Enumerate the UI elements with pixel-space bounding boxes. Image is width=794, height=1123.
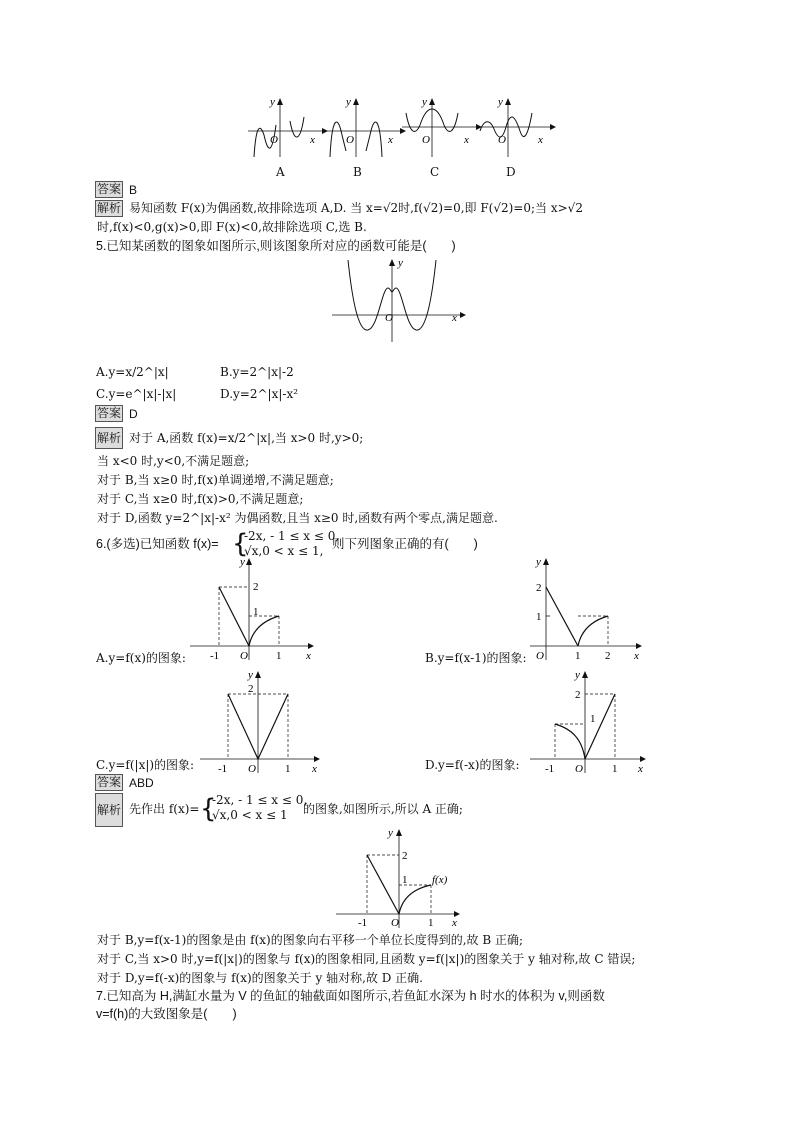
- q6d-x: x: [638, 763, 643, 775]
- q6c-origin: O: [248, 763, 256, 775]
- q5-origin: O: [385, 312, 393, 324]
- q6-answer: ABD: [129, 776, 154, 790]
- q4-answer-tag: 答案: [97, 182, 122, 196]
- q4c-x-label: x: [464, 134, 469, 146]
- q6b-y: y: [536, 556, 541, 568]
- q6-piece1: -2x, - 1 ≤ x ≤ 0,: [244, 529, 340, 543]
- q4d-x-label: x: [538, 134, 543, 146]
- q5-graph: [332, 258, 466, 344]
- q5-analysis-tag: 解析: [95, 427, 123, 449]
- q6d-y: y: [575, 669, 580, 681]
- q6c-y: y: [248, 669, 253, 681]
- q4-graph-d: [476, 95, 556, 165]
- q5-answer-tag: 答案: [97, 406, 122, 420]
- q5-analysis-4: 对于 C,当 x≥0 时,f(x)>0,不满足题意;: [97, 492, 304, 506]
- q4-graph-a: [248, 95, 328, 165]
- q4-answer: B: [129, 183, 138, 197]
- q5-analysis-2: 当 x<0 时,y<0,不满足题意;: [97, 454, 250, 468]
- q6-graph-c: [200, 668, 325, 778]
- q4a-y-label: y: [270, 96, 275, 108]
- q5-analysis-1: 对于 A,函数 f(x)=x/2^|x|,当 x>0 时,y>0;: [129, 431, 364, 445]
- q6a-x-one: 1: [276, 650, 282, 662]
- q4-analysis-line1: 易知函数 F(x)为偶函数,故排除选项 A,D. 当 x=√2时,f(√2)=0,即 F(√2)=0;当 x>√2: [129, 201, 583, 215]
- q4-letter-c: C: [430, 165, 440, 179]
- q6f-two: 2: [402, 850, 408, 862]
- q4b-y-label: y: [346, 96, 351, 108]
- q6a-y: y: [240, 556, 245, 568]
- q6c-x: x: [312, 763, 317, 775]
- q6a-origin: O: [240, 650, 248, 662]
- q6-piece2: √x,0 < x ≤ 1,: [244, 544, 324, 558]
- q4d-origin: O: [498, 134, 506, 146]
- q6-analysis-graph: [336, 826, 466, 932]
- q4-analysis-tag: 解析: [97, 201, 122, 215]
- q6f-y: y: [388, 827, 393, 839]
- q6a-neg-one: -1: [210, 650, 220, 662]
- q6-analysis-c: 对于 C,当 x>0 时,y=f(|x|)的图象与 f(x)的图象相同,且函数 y=f(|x|)的图象关于 y 轴对称,故 C 错误;: [97, 952, 636, 966]
- q7-line1: 7.已知高为 H,满缸水量为 V 的鱼缸的轴截面如图所示,若鱼缸水深为 h 时水的体积为 v,则函数: [96, 989, 605, 1003]
- q6f-fx: f(x): [432, 874, 448, 886]
- q6-analysis-b: 对于 B,y=f(x-1)的图象是由 f(x)的图象向右平移一个单位长度得到的,故 B 正确;: [97, 933, 524, 947]
- q6f-x: x: [452, 917, 457, 929]
- q6b-x: x: [634, 650, 639, 662]
- q6-analysis-tag: 解析: [95, 793, 123, 827]
- q6f-one: 1: [402, 874, 408, 886]
- q6-label-d: D.y=f(-x)的图象:: [425, 758, 520, 772]
- q4c-y-label: y: [422, 96, 427, 108]
- q4-analysis-line2: 时,f(x)<0,g(x)>0,即 F(x)<0,故排除选项 C,选 B.: [97, 220, 367, 234]
- q4-graph-b: [326, 95, 406, 165]
- q6-analysis-post: 的图象,如图所示,所以 A 正确;: [303, 802, 463, 816]
- q4c-origin: O: [422, 134, 430, 146]
- q4b-origin: O: [346, 134, 354, 146]
- q6-analysis-d: 对于 D,y=f(-x)的图象与 f(x)的图象关于 y 轴对称,故 D 正确.: [97, 971, 423, 985]
- q6d-neg-one: -1: [545, 763, 555, 775]
- q4d-y-label: y: [498, 96, 503, 108]
- q6f-x-one: 1: [428, 917, 434, 929]
- q6-analysis-pre: 先作出 f(x)=: [129, 802, 200, 816]
- q5-stem: 5.已知某函数的图象如图所示,则该图象所对应的函数可能是( ): [96, 239, 456, 253]
- q6d-one: 1: [590, 713, 596, 725]
- q6a-two: 2: [253, 581, 259, 593]
- q6d-two: 2: [575, 689, 581, 701]
- q5-option-d: D.y=2^|x|-x²: [220, 387, 299, 401]
- q6b-x-one: 1: [575, 650, 581, 662]
- q6-stem-pre: 6.(多选)已知函数 f(x)=: [96, 537, 219, 551]
- q4-letter-d: D: [506, 165, 516, 179]
- q5-x-label: x: [452, 312, 457, 324]
- q5-y-label: y: [398, 257, 403, 269]
- q6b-origin: O: [536, 650, 544, 662]
- q6-graph-d: [530, 668, 655, 778]
- q6d-origin: O: [575, 763, 583, 775]
- q4a-x-label: x: [310, 134, 315, 146]
- q5-answer: D: [129, 407, 138, 421]
- q6c-x-one: 1: [285, 763, 291, 775]
- q6a-x: x: [306, 650, 311, 662]
- q7-line2: v=f(h)的大致图象是( ): [96, 1007, 237, 1021]
- q5-option-a: A.y=x/2^|x|: [96, 365, 169, 379]
- q4-letter-a: A: [276, 165, 285, 179]
- q6-analysis-piece1: -2x, - 1 ≤ x ≤ 0,: [212, 793, 308, 807]
- q6-graph-a: [190, 555, 320, 665]
- q6b-x-two: 2: [605, 650, 611, 662]
- q6-analysis-piece2: √x,0 < x ≤ 1: [212, 808, 288, 822]
- q6-graph-b: [530, 555, 650, 665]
- q6-analysis-brace: {: [200, 794, 217, 824]
- q4-graph-c: [402, 95, 482, 165]
- q6f-neg-one: -1: [358, 917, 368, 929]
- q6-stem-post: 则下列图象正确的有( ): [332, 537, 478, 551]
- q4b-x-label: x: [388, 134, 393, 146]
- q6f-origin: O: [391, 917, 399, 929]
- q6-brace: {: [232, 529, 249, 559]
- q6-label-a: A.y=f(x)的图象:: [96, 651, 186, 665]
- q5-option-c: C.y=e^|x|-|x|: [96, 387, 177, 401]
- q5-analysis-3: 对于 B,当 x≥0 时,f(x)单调递增,不满足题意;: [97, 473, 334, 487]
- q4a-origin: O: [270, 134, 278, 146]
- q6a-one: 1: [253, 606, 259, 618]
- q5-option-b: B.y=2^|x|-2: [220, 365, 294, 379]
- q6b-one: 1: [536, 611, 542, 623]
- q6-label-b: B.y=f(x-1)的图象:: [425, 651, 527, 665]
- q4-letter-b: B: [353, 165, 362, 179]
- q6-answer-tag: 答案: [97, 775, 122, 789]
- q6-label-c: C.y=f(|x|)的图象:: [96, 758, 195, 772]
- q6d-x-one: 1: [612, 763, 618, 775]
- q6c-neg-one: -1: [218, 763, 228, 775]
- q6c-two: 2: [248, 683, 254, 695]
- q6b-two: 2: [536, 582, 542, 594]
- q5-analysis-5: 对于 D,函数 y=2^|x|-x² 为偶函数,且当 x≥0 时,函数有两个零点,满足题意.: [97, 511, 498, 525]
